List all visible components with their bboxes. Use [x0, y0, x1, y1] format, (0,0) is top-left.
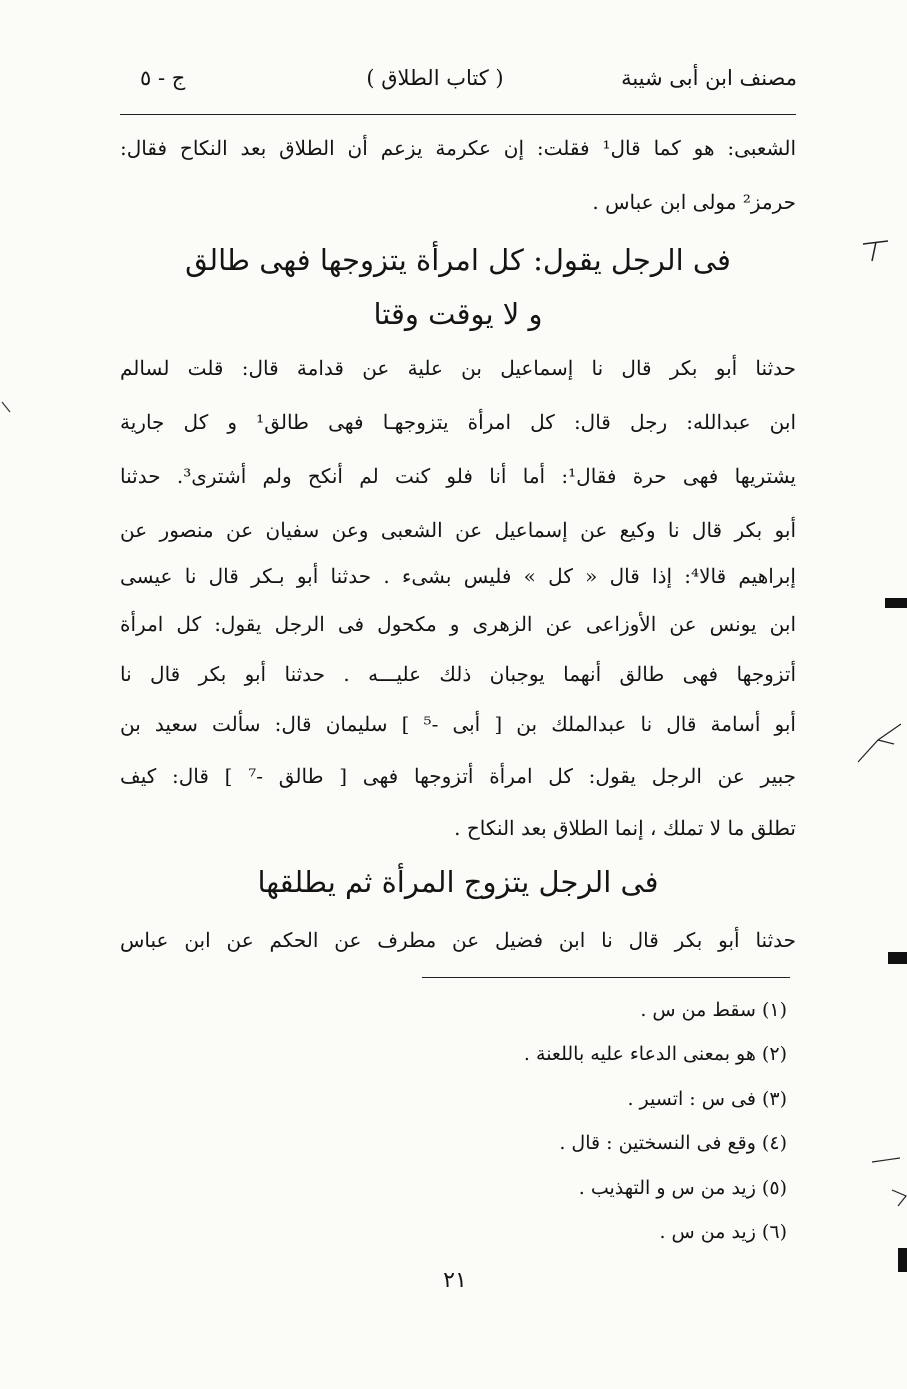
text-line: يشتريها فهى حرة فقال¹: أما أنا فلو كنت لم أنكح ولم أشترى³. حدثنا: [120, 464, 796, 488]
text-line: حرمز² مولى ابن عباس .: [592, 190, 796, 214]
scan-mark: [888, 952, 907, 964]
section-heading: فى الرجل يقول: كل امرأة يتزوجها فهى طالق: [185, 243, 731, 277]
running-header-chapter: ( كتاب الطلاق ): [366, 66, 504, 90]
scan-scratch: [868, 1150, 907, 1210]
section-heading: فى الرجل يتزوج المرأة ثم يطلقها: [257, 865, 659, 899]
scan-scratch: [856, 720, 906, 770]
running-header-book-title: مصنف ابن أبى شيبة: [621, 66, 797, 90]
text-line: الشعبى: هو كما قال¹ فقلت: إن عكرمة يزعم أن الطلاق بعد النكاح فقال:: [120, 136, 796, 160]
text-line: أبو بكر قال نا وكيع عن إسماعيل عن الشعبى وعن سفيان عن منصور عن: [120, 518, 796, 542]
scan-mark: [885, 598, 907, 608]
page-number: ٢١: [443, 1268, 467, 1293]
text-line: ابن يونس عن الأوزاعى عن الزهرى و مكحول فى الرجل يقول: كل امرأة: [120, 612, 796, 636]
section-heading-continued: و لا يوقت وقتا: [373, 297, 543, 331]
text-line: أبو أسامة قال نا عبدالملك بن [ أبى -⁵ ] سليمان قال: سألت سعيد بن: [120, 712, 796, 736]
footnote: (٢) هو بمعنى الدعاء عليه باللعنة .: [523, 1043, 787, 1065]
header-rule: [120, 114, 796, 115]
scan-scratch: [858, 236, 898, 266]
footnote: (١) سقط من س .: [640, 999, 787, 1021]
footnote: (٥) زيد من س و التهذيب .: [578, 1177, 787, 1199]
text-line: حدثنا أبو بكر قال نا إسماعيل بن علية عن قدامة قال: قلت لسالم: [120, 356, 796, 380]
text-line: حدثنا أبو بكر قال نا ابن فضيل عن مطرف عن الحكم عن ابن عباس: [120, 928, 796, 952]
footnote: (٣) فى س : اتسير .: [627, 1088, 787, 1110]
scan-mark: [898, 1248, 907, 1272]
text-line: أتزوجها فهى طالق أنهما يوجبان ذلك عليـــه . حدثنا أبو بكر قال نا: [120, 662, 796, 686]
text-line: ابن عبدالله: رجل قال: كل امرأة يتزوجهـا فهى طالق¹ و كل جارية: [120, 410, 796, 434]
text-line: جبير عن الرجل يقول: كل امرأة أتزوجها فهى [ طالق -⁷ ] قال: كيف: [120, 764, 796, 788]
running-header-volume: ج - ٥: [140, 66, 186, 90]
footnote: (٤) وقع فى النسختين : قال .: [559, 1132, 787, 1154]
scan-scratch: [0, 398, 14, 418]
footnote: (٦) زيد من س .: [659, 1221, 787, 1243]
footnote-rule: [422, 977, 790, 978]
text-line: تطلق ما لا تملك ، إنما الطلاق بعد النكاح .: [454, 816, 796, 840]
text-line: إبراهيم قالا⁴: إذا قال « كل » فليس بشىء . حدثنا أبو بـكر قال نا عيسى: [120, 564, 796, 588]
